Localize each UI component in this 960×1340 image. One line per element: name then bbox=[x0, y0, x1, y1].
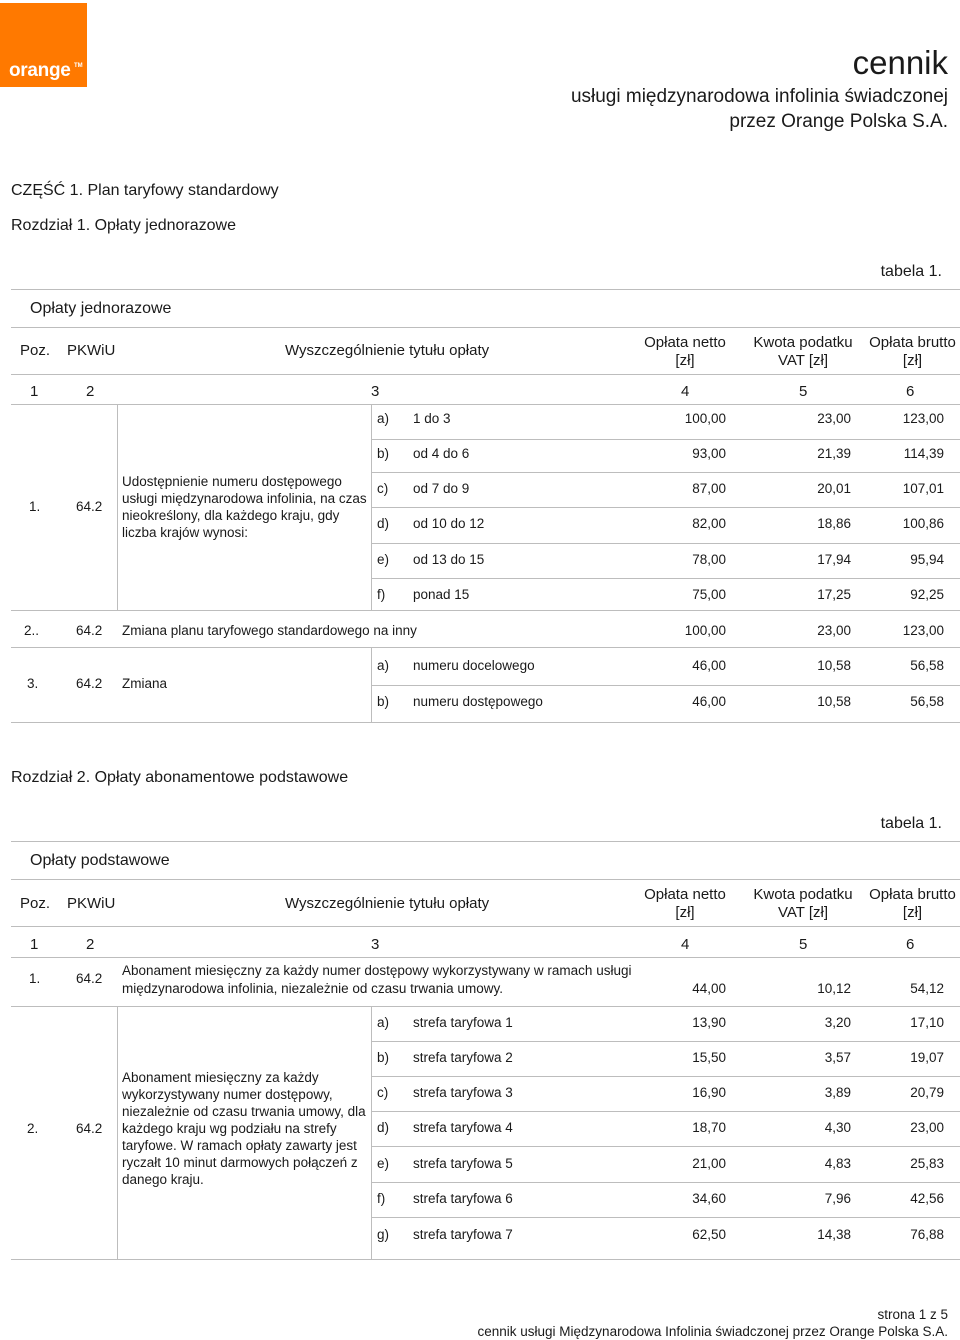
row3-poz: 3. bbox=[27, 676, 39, 691]
doc-subtitle-line2: przez Orange Polska S.A. bbox=[729, 111, 948, 132]
colnum-6: 6 bbox=[906, 936, 915, 953]
row3-desc: Zmiana bbox=[122, 676, 168, 691]
header-pkwiu: PKWiU bbox=[67, 342, 116, 359]
table-caption: Opłaty podstawowe bbox=[30, 852, 170, 869]
header-net-1: Opłata netto bbox=[644, 886, 726, 903]
section1-title: Rozdział 1. Opłaty jednorazowe bbox=[11, 217, 237, 234]
colnum-4: 4 bbox=[681, 383, 690, 400]
row1-desc: Udostępnienie numeru dostępowego usługi międzynarodowa infolinia, na czas nieokreślony, dla każdego kraju, gdy liczba krajów wynosi: bbox=[122, 474, 367, 540]
row1-pkwiu: 64.2 bbox=[76, 499, 103, 514]
header-gross-1: Opłata brutto bbox=[869, 886, 956, 903]
header-net-1: Opłata netto bbox=[644, 334, 726, 351]
colnum-2: 2 bbox=[86, 936, 95, 953]
logo-text: orange bbox=[9, 60, 71, 81]
colnum-6: 6 bbox=[906, 383, 915, 400]
header-vat-2: VAT [zł] bbox=[777, 352, 828, 369]
footer-doc-name: cennik usługi Międzynarodowa Infolinia świadczonej przez Orange Polska S.A. bbox=[477, 1324, 948, 1339]
section1-table-label: tabela 1. bbox=[880, 263, 942, 280]
s2-row2-desc: Abonament miesięczny za każdy wykorzystywany numer dostępowy, niezależnie od czasu trwania umowy, dla każdego kraju wg podziału na strefy taryfowe. W ramach opłaty zawarty jest ryczałt 10 minut darmowych połączeń z danego kraju. bbox=[122, 1070, 366, 1187]
header-net-2: [zł] bbox=[675, 352, 695, 369]
header-vat-2: VAT [zł] bbox=[777, 904, 828, 921]
doc-subtitle-line1: usługi międzynarodowa infolinia świadczonej bbox=[570, 86, 948, 107]
colnum-1: 1 bbox=[30, 936, 39, 953]
header-pkwiu: PKWiU bbox=[67, 895, 116, 912]
header-net-2: [zł] bbox=[675, 904, 695, 921]
footer-page-number: strona 1 z 5 bbox=[877, 1307, 948, 1322]
header-desc: Wyszczególnienie tytułu opłaty bbox=[285, 895, 490, 912]
header-poz: Poz. bbox=[20, 342, 51, 359]
s2-row2-pkwiu: 64.2 bbox=[76, 1121, 103, 1136]
header-gross-1: Opłata brutto bbox=[869, 334, 956, 351]
header-gross-2: [zł] bbox=[902, 352, 923, 369]
section2-title: Rozdział 2. Opłaty abonamentowe podstawowe bbox=[11, 769, 349, 786]
colnum-1: 1 bbox=[30, 383, 39, 400]
row1-poz: 1. bbox=[29, 499, 41, 514]
header-desc: Wyszczególnienie tytułu opłaty bbox=[285, 342, 490, 359]
colnum-4: 4 bbox=[681, 936, 690, 953]
part-title: CZĘŚĆ 1. Plan taryfowy standardowy bbox=[11, 182, 279, 199]
header-vat-1: Kwota podatku bbox=[753, 334, 853, 351]
colnum-3: 3 bbox=[371, 936, 380, 953]
s2-row2-poz: 2. bbox=[27, 1121, 39, 1136]
colnum-2: 2 bbox=[86, 383, 95, 400]
row3-pkwiu: 64.2 bbox=[76, 676, 103, 691]
section2-table-label: tabela 1. bbox=[880, 815, 942, 832]
doc-title: cennik bbox=[852, 44, 948, 81]
colnum-3: 3 bbox=[371, 383, 380, 400]
table-caption: Opłaty jednorazowe bbox=[30, 300, 172, 317]
orange-logo bbox=[0, 3, 87, 87]
logo-tm: TM bbox=[74, 63, 83, 69]
colnum-5: 5 bbox=[799, 936, 808, 953]
header-gross-2: [zł] bbox=[902, 904, 923, 921]
header-poz: Poz. bbox=[20, 895, 51, 912]
colnum-5: 5 bbox=[799, 383, 808, 400]
header-vat-1: Kwota podatku bbox=[753, 886, 853, 903]
